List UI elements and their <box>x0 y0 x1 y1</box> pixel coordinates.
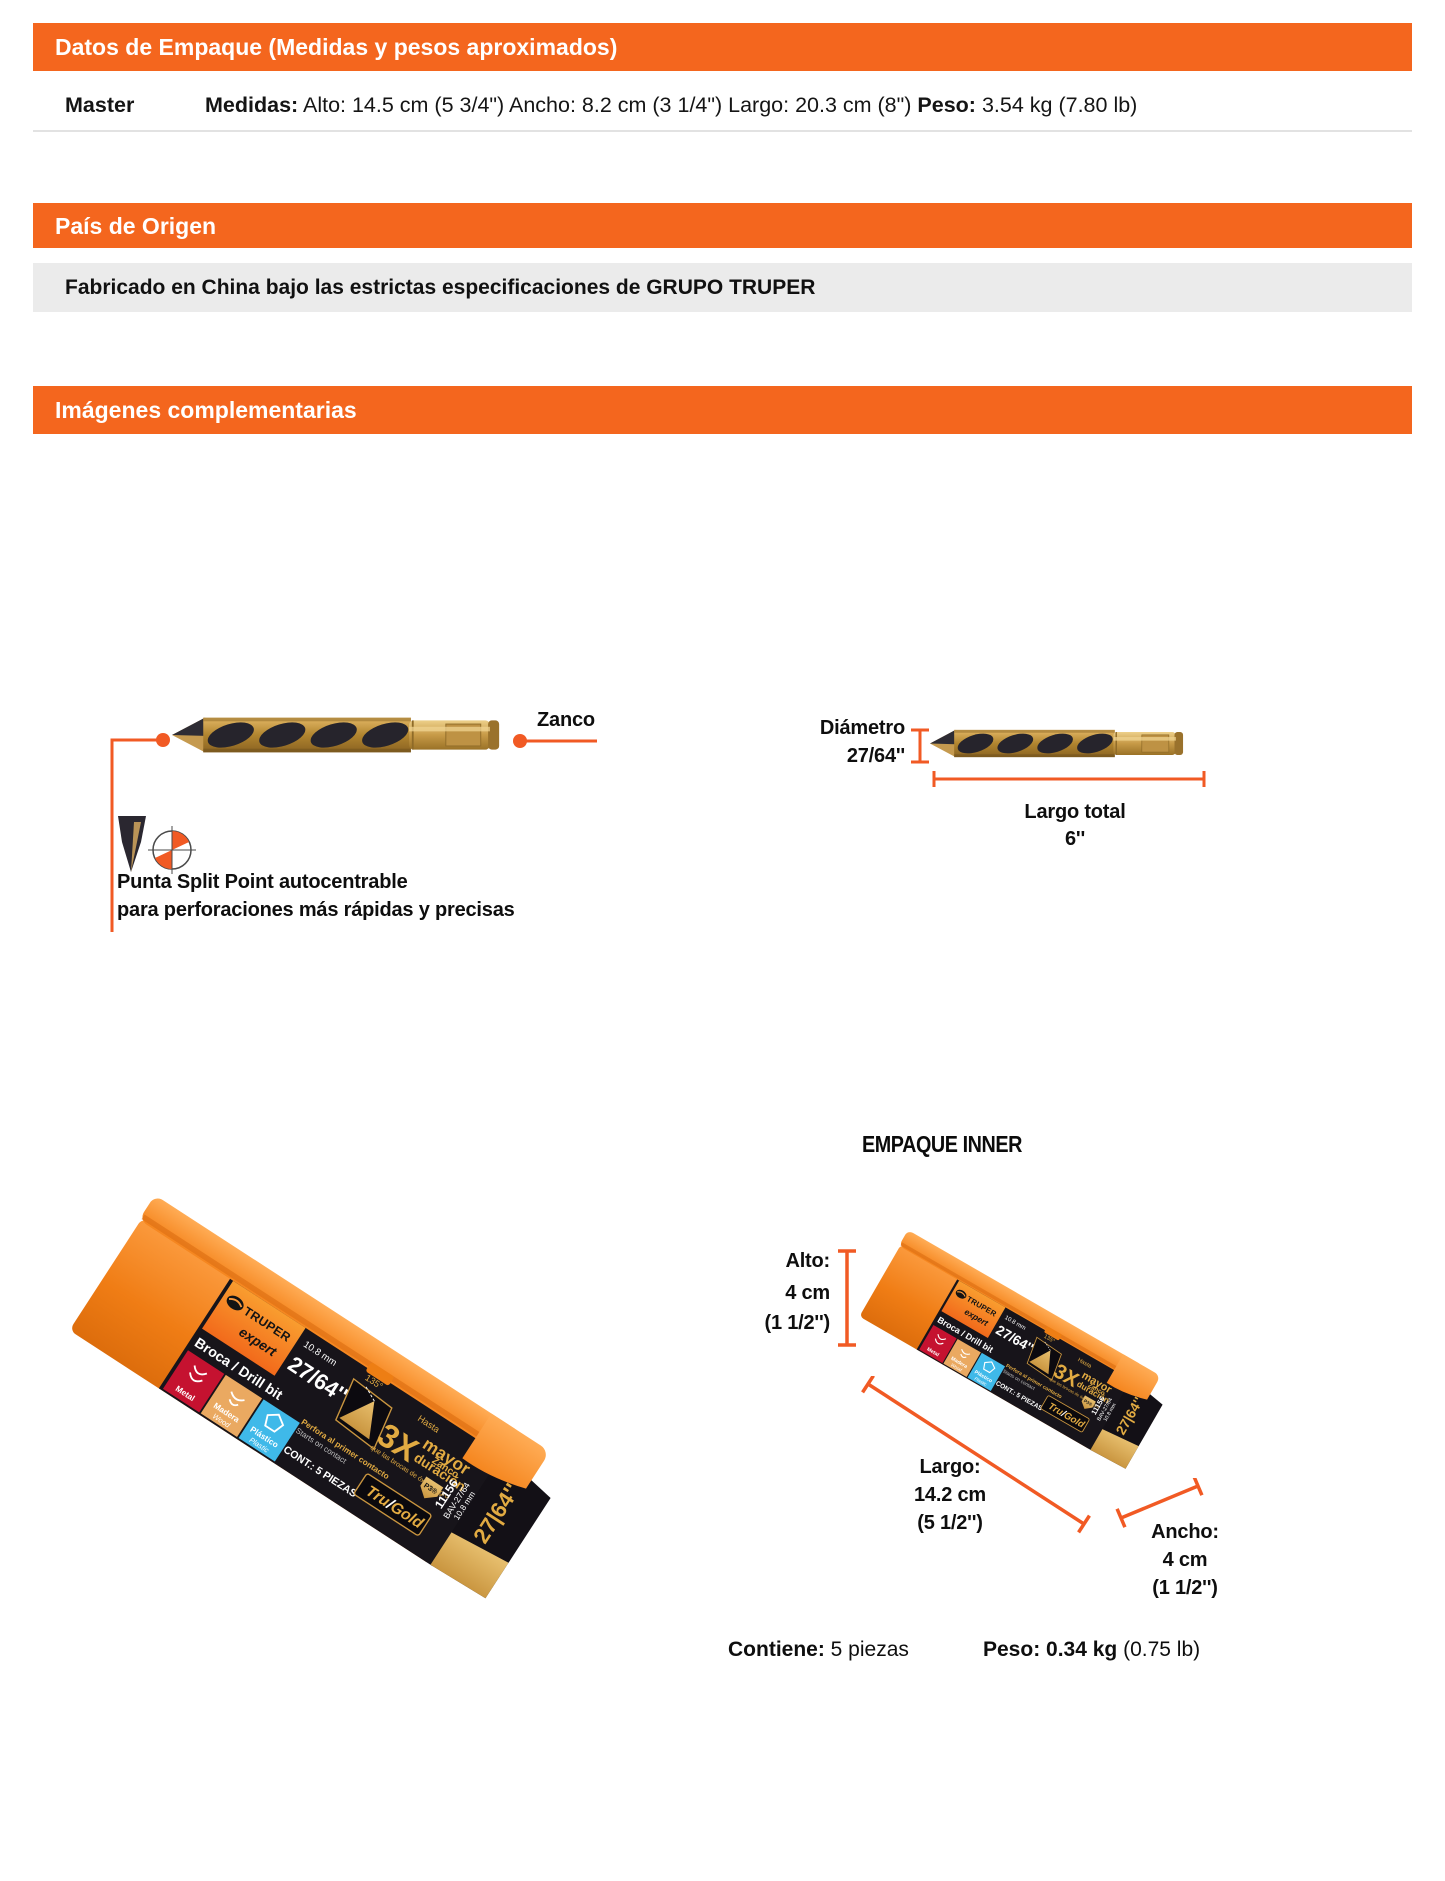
peso-caption <box>983 1638 1200 1662</box>
medidas-label: Medidas: <box>205 93 299 117</box>
contiene-label: Contiene: <box>728 1638 825 1661</box>
contiene-caption <box>728 1638 909 1662</box>
alto-label: Alto: <box>785 1250 830 1272</box>
alto-dimension-line <box>836 1247 858 1349</box>
diametro-label: Diámetro <box>819 717 905 739</box>
diametro-value: 27/64'' <box>846 745 905 767</box>
alto-value: 4 cm <box>785 1282 830 1304</box>
largo-box-alt-value: (5 1/2'') <box>917 1512 983 1534</box>
section-header-datos-empaque: Datos de Empaque (Medidas y pesos aproximados) <box>33 23 1412 71</box>
section-header-imagenes: Imágenes complementarias <box>33 386 1412 434</box>
ancho-value: 4 cm <box>1162 1549 1208 1571</box>
row-divider <box>33 130 1412 132</box>
split-point-tip-icon <box>118 816 146 872</box>
largo-total-value: 6'' <box>1064 828 1086 850</box>
master-measures <box>205 93 1137 118</box>
peso-inner-value: (0.75 lb) <box>1123 1638 1201 1661</box>
drill-bit-image-left <box>172 714 512 756</box>
split-point-diagram-icon <box>148 826 196 874</box>
master-label: Master <box>65 93 135 117</box>
zanco-label: Zanco <box>537 709 595 731</box>
diametro-dimension-line <box>909 726 931 766</box>
punta-split-point-line1: Punta Split Point autocentrable <box>117 871 408 893</box>
largo-box-value: 14.2 cm <box>914 1484 986 1506</box>
peso-label: Peso: <box>917 93 976 117</box>
peso-value: 3.54 kg (7.80 lb) <box>981 93 1138 117</box>
drill-bit-image-right <box>930 727 1193 760</box>
ancho-alt-value: (1 1/2'') <box>1152 1577 1218 1599</box>
zanco-leader-line <box>511 732 603 750</box>
medidas-value: Alto: 14.5 cm (5 3/4") Ancho: 8.2 cm (3 1/4") Largo: 20.3 cm (8") <box>302 93 912 117</box>
largo-box-label: Largo: <box>919 1456 981 1478</box>
punta-split-point-line2: para perforaciones más rápidas y precisas <box>117 899 515 921</box>
origen-body-row: Fabricado en China bajo las estrictas especificaciones de GRUPO TRUPER <box>33 263 1412 312</box>
peso-inner-label: Peso: 0.34 kg <box>983 1638 1118 1661</box>
alto-alt-value: (1 1/2'') <box>764 1312 830 1334</box>
largo-total-dimension-line <box>930 769 1208 789</box>
ancho-label: Ancho: <box>1151 1521 1219 1543</box>
contiene-value: 5 piezas <box>830 1638 909 1661</box>
section-header-pais-origen: País de Origen <box>33 203 1412 248</box>
package-box-image-large <box>55 1185 615 1645</box>
largo-total-label: Largo total <box>1024 801 1126 823</box>
empaque-inner-heading: EMPAQUE INNER <box>862 1131 1023 1157</box>
